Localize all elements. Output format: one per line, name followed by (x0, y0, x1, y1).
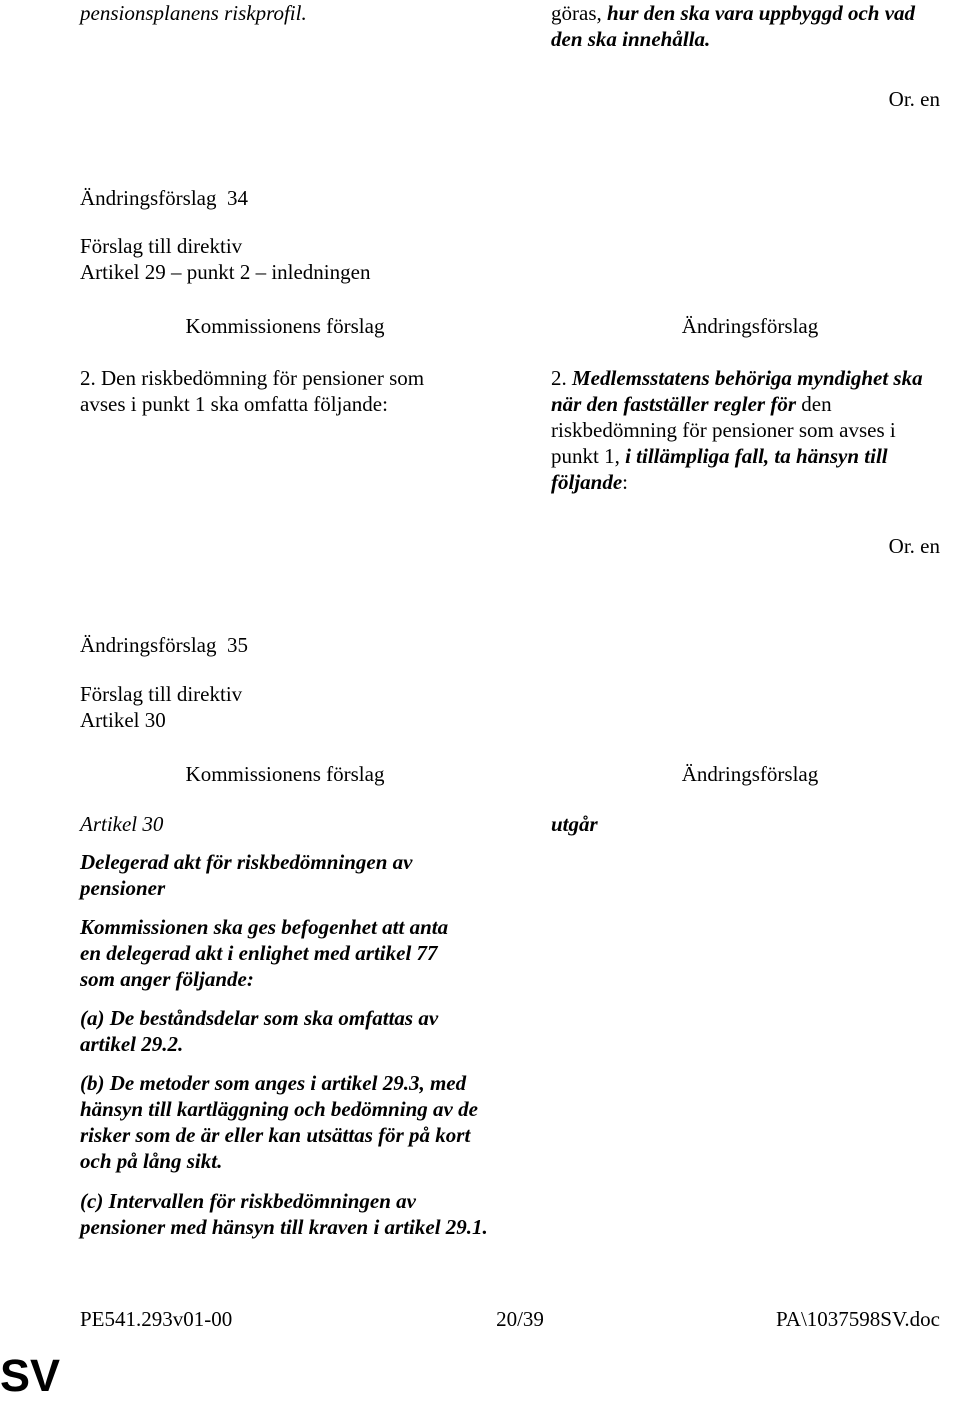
footer-doc-ref: PE541.293v01-00 (80, 1307, 233, 1331)
a34-bold-2: i tillämpliga fall, ta hänsyn till följande (551, 444, 888, 494)
original-language-2: Or. en (888, 534, 940, 558)
amendment-34-right-header: Ändringsförslag (681, 314, 819, 338)
amendment-35-point-a: (a) De beståndsdelar som ska omfattas av artikel 29.2. (80, 1006, 439, 1056)
original-language-1: Or. en (888, 87, 940, 111)
amendment-35-subheading: Delegerad akt för riskbedömningen av pensioner (80, 850, 413, 900)
amendment-34-proposal: Förslag till direktiv (80, 234, 243, 258)
amendment-35-point-b: (b) De metoder som anges i artikel 29.3, med hänsyn till kartläggning och bedömning av de risker som de är eller kan utsättas för på kort och på lång sikt. (80, 1071, 478, 1173)
continuation-left: pensionsplanens riskprofil. (80, 1, 307, 25)
continuation-right-plain: göras, (551, 1, 607, 25)
amendment-34-commission-text: 2. Den riskbedömning för pensioner som avses i punkt 1 ska omfatta följande: (80, 366, 425, 416)
a34-num: 2. (551, 366, 572, 390)
continuation-right-bold: hur den ska vara uppbyggd och vad den ska innehålla. (551, 1, 916, 51)
a34-bold-1: Medlemsstatens behöriga myndighet ska när den fastställer regler för (551, 366, 923, 416)
amendment-35-intro: Kommissionen ska ges befogenhet att anta en delegerad akt i enlighet med artikel 77 som anger följande: (80, 915, 449, 991)
amendment-35-article: Artikel 30 (80, 708, 166, 732)
amendment-35-point-c: (c) Intervallen för riskbedömningen av pensioner med hänsyn till kraven i artikel 29.1. (80, 1189, 488, 1239)
amendment-35-right-header: Ändringsförslag (681, 762, 819, 786)
footer-file-name: PA\1037598SV.doc (776, 1307, 940, 1331)
language-code: SV (0, 1350, 61, 1401)
amendment-34-title: Ändringsförslag 34 (80, 186, 248, 210)
amendment-35-left-header: Kommissionens förslag (185, 762, 385, 786)
amendment-35-article-heading: Artikel 30 (80, 812, 164, 836)
amendment-35-title: Ändringsförslag 35 (80, 633, 248, 657)
footer-page-number: 20/39 (496, 1307, 544, 1331)
a34-plain: den riskbedömning för pensioner som avses i punkt 1, (551, 392, 896, 468)
amendment-35-deleted: utgår (551, 812, 598, 836)
a34-colon: : (622, 470, 629, 494)
amendment-34-article: Artikel 29 – punkt 2 – inledningen (80, 260, 371, 284)
continuation-right (551, 0, 951, 52)
amendment-34-amendment-text (551, 365, 936, 495)
amendment-35-proposal: Förslag till direktiv (80, 682, 243, 706)
amendment-34-left-header: Kommissionens förslag (185, 314, 385, 338)
